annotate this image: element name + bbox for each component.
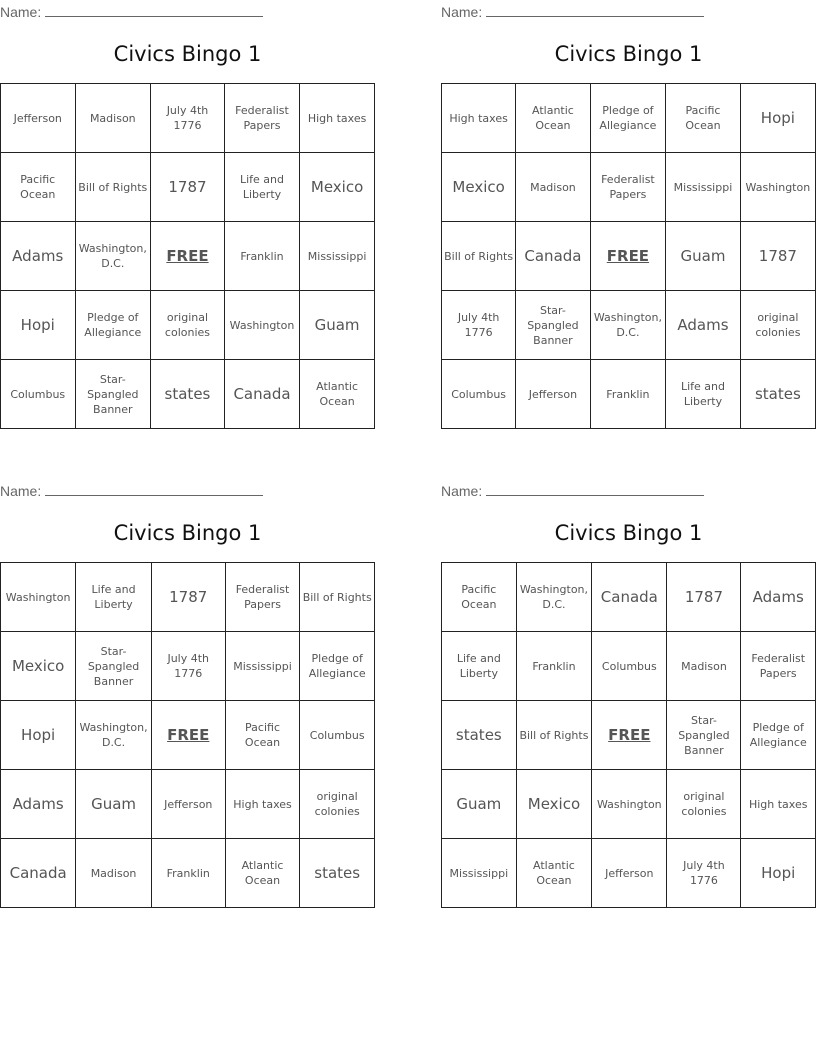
bingo-cell[interactable]: Canada: [224, 360, 299, 429]
bingo-cell[interactable]: Atlantic Ocean: [225, 839, 300, 908]
grid-row: [1, 222, 375, 291]
bingo-cell[interactable]: Pacific Ocean: [225, 701, 300, 770]
bingo-cell[interactable]: Atlantic Ocean: [516, 839, 592, 908]
bingo-cell[interactable]: Jefferson: [592, 839, 667, 908]
bingo-cell[interactable]: Federalist Papers: [741, 632, 816, 701]
bingo-cell[interactable]: states: [740, 360, 815, 429]
bingo-cell[interactable]: July 4th 1776: [442, 291, 516, 360]
grid-row: [442, 360, 816, 429]
bingo-cell[interactable]: Hopi: [1, 291, 76, 360]
bingo-cell[interactable]: original colonies: [300, 770, 375, 839]
bingo-cell[interactable]: Bill of Rights: [442, 222, 516, 291]
bingo-cell[interactable]: Guam: [666, 222, 741, 291]
bingo-cell[interactable]: High taxes: [442, 84, 516, 153]
bingo-grid: [0, 83, 375, 429]
bingo-cell[interactable]: Bill of Rights: [516, 701, 592, 770]
bingo-cell[interactable]: Canada: [1, 839, 76, 908]
bingo-cell[interactable]: Hopi: [1, 701, 76, 770]
bingo-cell[interactable]: July 4th 1776: [151, 84, 225, 153]
grid-row: [442, 563, 816, 632]
bingo-cell[interactable]: Madison: [76, 839, 152, 908]
bingo-cell[interactable]: Federalist Papers: [590, 153, 666, 222]
bingo-cell[interactable]: Pacific Ocean: [442, 563, 517, 632]
bingo-cell[interactable]: Life and Liberty: [224, 153, 299, 222]
bingo-cell[interactable]: Star-Spangled Banner: [667, 701, 741, 770]
name-blank-line[interactable]: [45, 482, 263, 496]
bingo-cell[interactable]: Washington, D.C.: [516, 563, 592, 632]
bingo-cell[interactable]: Mexico: [516, 770, 592, 839]
grid-row: [1, 770, 375, 839]
name-line: [441, 482, 704, 499]
grid-row: [1, 291, 375, 360]
bingo-cell[interactable]: High taxes: [225, 770, 300, 839]
grid-row: [442, 632, 816, 701]
grid-row: [442, 701, 816, 770]
bingo-cell[interactable]: Mexico: [300, 153, 375, 222]
grid-row: [1, 701, 375, 770]
name-label: Name:: [441, 483, 483, 499]
bingo-cell[interactable]: Mississippi: [225, 632, 300, 701]
bingo-cell[interactable]: Washington, D.C.: [590, 291, 666, 360]
bingo-cell[interactable]: Atlantic Ocean: [516, 84, 590, 153]
grid-row: [1, 839, 375, 908]
grid-row: [1, 632, 375, 701]
bingo-cell[interactable]: Jefferson: [516, 360, 590, 429]
grid-row: [442, 839, 816, 908]
bingo-cell[interactable]: Pledge of Allegiance: [300, 632, 375, 701]
bingo-cell[interactable]: Mexico: [442, 153, 516, 222]
bingo-cell[interactable]: Pledge of Allegiance: [590, 84, 666, 153]
bingo-cell[interactable]: Star-Spangled Banner: [516, 291, 590, 360]
bingo-cell[interactable]: Adams: [741, 563, 816, 632]
bingo-cell[interactable]: Bill of Rights: [300, 563, 375, 632]
bingo-cell[interactable]: Life and Liberty: [76, 563, 152, 632]
name-label: Name:: [441, 4, 483, 20]
bingo-cell[interactable]: Columbus: [442, 360, 516, 429]
grid-row: [1, 360, 375, 429]
bingo-cell[interactable]: Jefferson: [151, 770, 225, 839]
bingo-cell[interactable]: states: [151, 360, 225, 429]
grid-row: [442, 291, 816, 360]
bingo-cell[interactable]: Adams: [666, 291, 741, 360]
card-title: Civics Bingo 1: [113, 42, 262, 66]
bingo-cell[interactable]: 1787: [151, 153, 225, 222]
bingo-cell[interactable]: High taxes: [741, 770, 816, 839]
bingo-cell[interactable]: Guam: [300, 291, 375, 360]
bingo-cell[interactable]: Atlantic Ocean: [300, 360, 375, 429]
bingo-cell[interactable]: 1787: [151, 563, 225, 632]
free-space-cell[interactable]: FREE: [590, 222, 666, 291]
bingo-cell[interactable]: Washington, D.C.: [75, 222, 151, 291]
grid-row: [442, 770, 816, 839]
bingo-cell[interactable]: Canada: [592, 563, 667, 632]
name-blank-line[interactable]: [486, 3, 704, 17]
bingo-cell[interactable]: Mississippi: [442, 839, 517, 908]
bingo-cell[interactable]: Madison: [667, 632, 741, 701]
card-title: Civics Bingo 1: [113, 521, 262, 545]
bingo-cell[interactable]: Guam: [76, 770, 152, 839]
bingo-cell[interactable]: Franklin: [224, 222, 299, 291]
bingo-cell[interactable]: original colonies: [151, 291, 225, 360]
grid-row: [1, 153, 375, 222]
bingo-cell[interactable]: Franklin: [516, 632, 592, 701]
name-line: [0, 3, 263, 20]
bingo-cell[interactable]: Adams: [1, 770, 76, 839]
card-title: Civics Bingo 1: [554, 521, 703, 545]
bingo-cell[interactable]: Pacific Ocean: [1, 153, 76, 222]
free-space-cell[interactable]: FREE: [151, 222, 225, 291]
name-label: Name:: [0, 4, 42, 20]
bingo-cell[interactable]: Franklin: [590, 360, 666, 429]
bingo-grid: [441, 83, 816, 429]
grid-row: [442, 84, 816, 153]
bingo-cell[interactable]: 1787: [740, 222, 815, 291]
bingo-cell[interactable]: Mississippi: [300, 222, 375, 291]
bingo-cell[interactable]: Guam: [442, 770, 517, 839]
bingo-cell[interactable]: High taxes: [300, 84, 375, 153]
bingo-cell[interactable]: Columbus: [300, 701, 375, 770]
bingo-cell[interactable]: states: [300, 839, 375, 908]
bingo-cell[interactable]: Canada: [516, 222, 590, 291]
grid-row: [1, 563, 375, 632]
bingo-cell[interactable]: Columbus: [1, 360, 76, 429]
bingo-cell[interactable]: Columbus: [592, 632, 667, 701]
bingo-cell[interactable]: Washington: [592, 770, 667, 839]
card-title: Civics Bingo 1: [554, 42, 703, 66]
bingo-cell[interactable]: Star-Spangled Banner: [75, 360, 151, 429]
bingo-cell[interactable]: Pledge of Allegiance: [741, 701, 816, 770]
bingo-cell[interactable]: Life and Liberty: [442, 632, 517, 701]
bingo-cell[interactable]: Life and Liberty: [666, 360, 741, 429]
bingo-cell[interactable]: Washington, D.C.: [76, 701, 152, 770]
bingo-cell[interactable]: Bill of Rights: [75, 153, 151, 222]
name-blank-line[interactable]: [45, 3, 263, 17]
bingo-cell[interactable]: July 4th 1776: [667, 839, 741, 908]
bingo-cell[interactable]: Adams: [1, 222, 76, 291]
bingo-cell[interactable]: Jefferson: [1, 84, 76, 153]
bingo-grid: [441, 562, 816, 908]
bingo-cell[interactable]: original colonies: [740, 291, 815, 360]
bingo-cell[interactable]: Hopi: [741, 839, 816, 908]
bingo-cell[interactable]: original colonies: [667, 770, 741, 839]
bingo-cell[interactable]: July 4th 1776: [151, 632, 225, 701]
name-label: Name:: [0, 483, 42, 499]
name-line: [0, 482, 263, 499]
bingo-cell[interactable]: Washington: [740, 153, 815, 222]
grid-row: [1, 84, 375, 153]
bingo-cell[interactable]: Madison: [75, 84, 151, 153]
grid-row: [442, 153, 816, 222]
bingo-cell[interactable]: Star-Spangled Banner: [76, 632, 152, 701]
bingo-cell[interactable]: Mexico: [1, 632, 76, 701]
free-space-cell[interactable]: FREE: [151, 701, 225, 770]
bingo-cell[interactable]: Federalist Papers: [224, 84, 299, 153]
bingo-cell[interactable]: Pledge of Allegiance: [75, 291, 151, 360]
bingo-cell[interactable]: Washington: [224, 291, 299, 360]
bingo-grid: [0, 562, 375, 908]
free-space-cell[interactable]: FREE: [592, 701, 667, 770]
grid-row: [442, 222, 816, 291]
bingo-cell[interactable]: Federalist Papers: [225, 563, 300, 632]
bingo-cell[interactable]: Madison: [516, 153, 590, 222]
bingo-cell[interactable]: Washington: [1, 563, 76, 632]
bingo-cell[interactable]: Pacific Ocean: [666, 84, 741, 153]
name-line: [441, 3, 704, 20]
bingo-cell[interactable]: states: [442, 701, 517, 770]
bingo-cell[interactable]: Mississippi: [666, 153, 741, 222]
bingo-cell[interactable]: Hopi: [740, 84, 815, 153]
bingo-cell[interactable]: Franklin: [151, 839, 225, 908]
name-blank-line[interactable]: [486, 482, 704, 496]
bingo-cell[interactable]: 1787: [667, 563, 741, 632]
